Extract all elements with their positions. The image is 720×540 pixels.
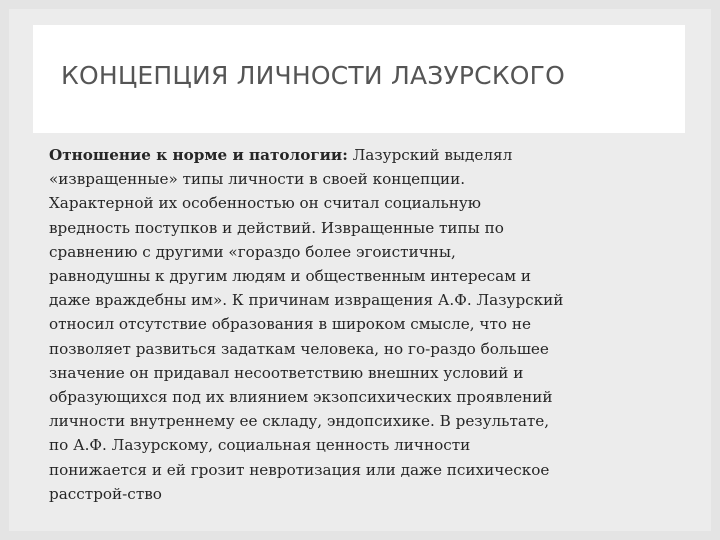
body-line-13: по А.Ф. Лазурскому, социальная ценность личности <box>49 436 471 455</box>
body-line-14: понижается и ей грозит невротизация или даже психическое <box>49 460 550 479</box>
title-box <box>33 25 685 133</box>
slide-title: КОНЦЕПЦИЯ ЛИЧНОСТИ ЛАЗУРСКОГО <box>61 61 565 90</box>
body-line-4: вредность поступков и действий. Извращенные типы по <box>49 218 504 237</box>
body-line-1-text: Лазурский выделял <box>347 146 513 164</box>
body-line-15: расстрой-ство <box>49 484 162 503</box>
body-line-3: Характерной их особенностью он считал социальную <box>49 194 482 213</box>
body-line-1 <box>49 143 689 167</box>
body-line-10: значение он придавал несоответствию внешних условий и <box>49 363 524 382</box>
body-line-7: даже враждебны им». К причинам извращения А.Ф. Лазурский <box>49 291 564 310</box>
body-text <box>49 143 689 506</box>
body-line-2: «извращенные» типы личности в своей концепции. <box>49 170 466 189</box>
lead-text: Отношение к норме и патологии: <box>49 146 348 164</box>
body-line-6: равнодушны к другим людям и общественным интересам и <box>49 267 531 286</box>
body-line-8: относил отсутствие образования в широком смысле, что не <box>49 315 531 334</box>
body-line-9: позволяет развиться задаткам человека, но го-раздо большее <box>49 339 549 358</box>
slide <box>9 9 711 531</box>
body-line-5: сравнению с другими «гораздо более эгоистичны, <box>49 242 456 261</box>
body-line-11: образующихся под их влиянием экзопсихических проявлений <box>49 388 553 407</box>
body-line-12: личности внутреннему ее складу, эндопсихике. В результате, <box>49 412 550 431</box>
